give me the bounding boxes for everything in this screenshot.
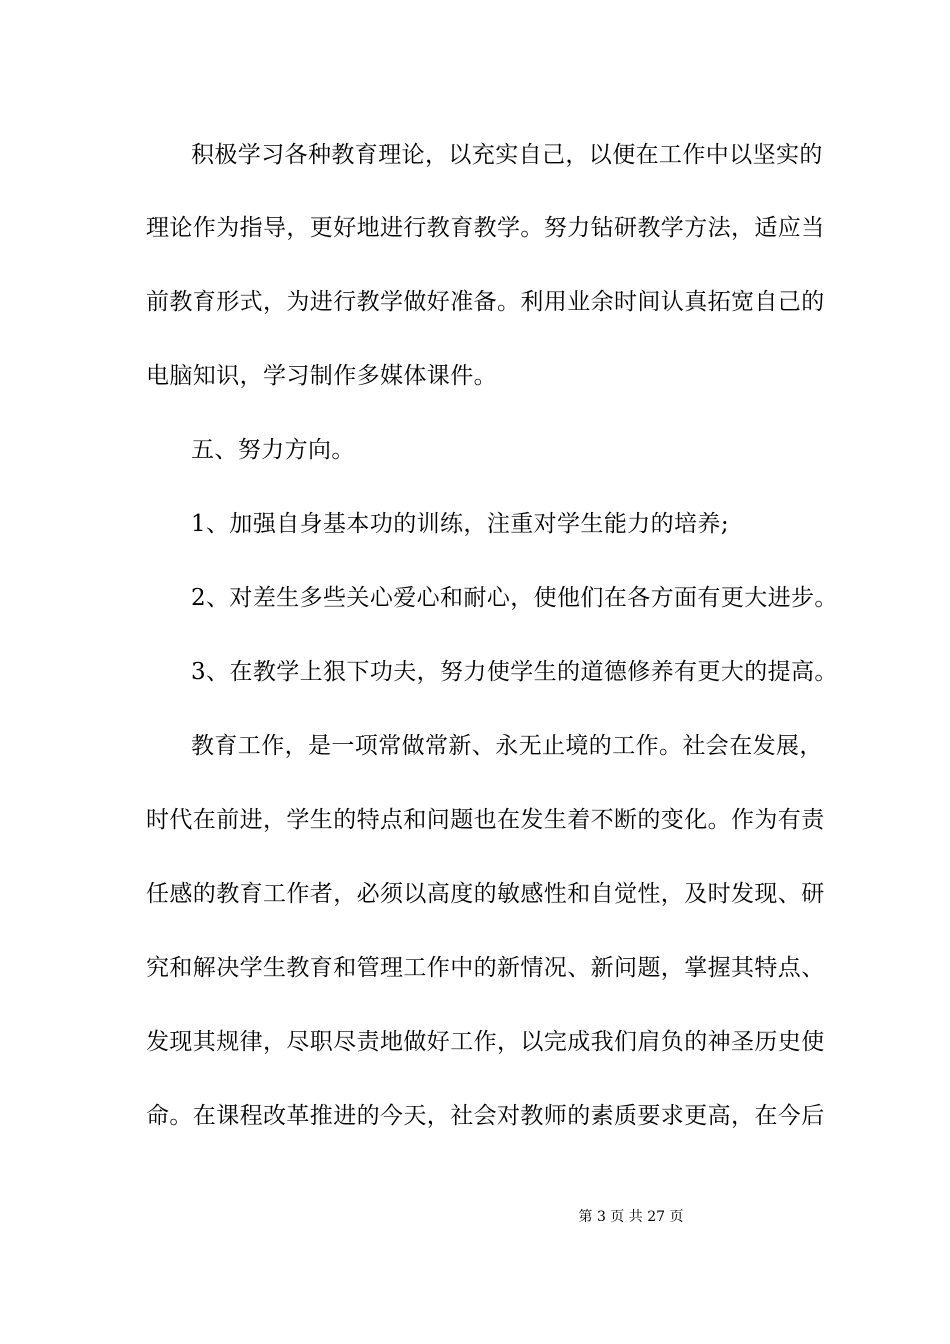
text-line-4: 电脑知识，学习制作多媒体课件。 xyxy=(146,363,497,389)
list-item-2: 2、对差生多些关心爱心和耐心，使他们在各方面有更大进步。 xyxy=(191,585,838,611)
page-number: 第 3 页 共 27 页 xyxy=(578,1209,684,1225)
page-footer xyxy=(0,1208,950,1226)
list-item-1: 1、加强自身基本功的训练，注重对学生能力的培养; xyxy=(191,511,729,537)
text-line-3: 前教育形式，为进行教学做好准备。利用业余时间认真拓宽自己的 xyxy=(146,289,825,315)
text-line-14: 命。在课程改革推进的今天，社会对教师的素质要求更高，在今后 xyxy=(146,1103,825,1129)
list-item-3: 3、在教学上狠下功夫，努力使学生的道德修养有更大的提高。 xyxy=(191,659,838,685)
text-line-9: 教育工作，是一项常做常新、永无止境的工作。社会在发展， xyxy=(191,733,823,759)
text-line-10: 时代在前进，学生的特点和问题也在发生着不断的变化。作为有责 xyxy=(146,807,825,833)
text-line-1: 积极学习各种教育理论，以充实自己，以便在工作中以坚实的 xyxy=(191,142,823,168)
text-line-12: 究和解决学生教育和管理工作中的新情况、新问题，掌握其特点、 xyxy=(146,955,825,981)
text-line-13: 发现其规律，尽职尽责地做好工作，以完成我们肩负的神圣历史使 xyxy=(146,1029,825,1055)
text-line-2: 理论作为指导，更好地进行教育教学。努力钻研教学方法，适应当 xyxy=(146,215,825,241)
section-heading: 五、努力方向。 xyxy=(191,437,355,463)
text-line-11: 任感的教育工作者，必须以高度的敏感性和自觉性，及时发现、研 xyxy=(146,881,825,907)
